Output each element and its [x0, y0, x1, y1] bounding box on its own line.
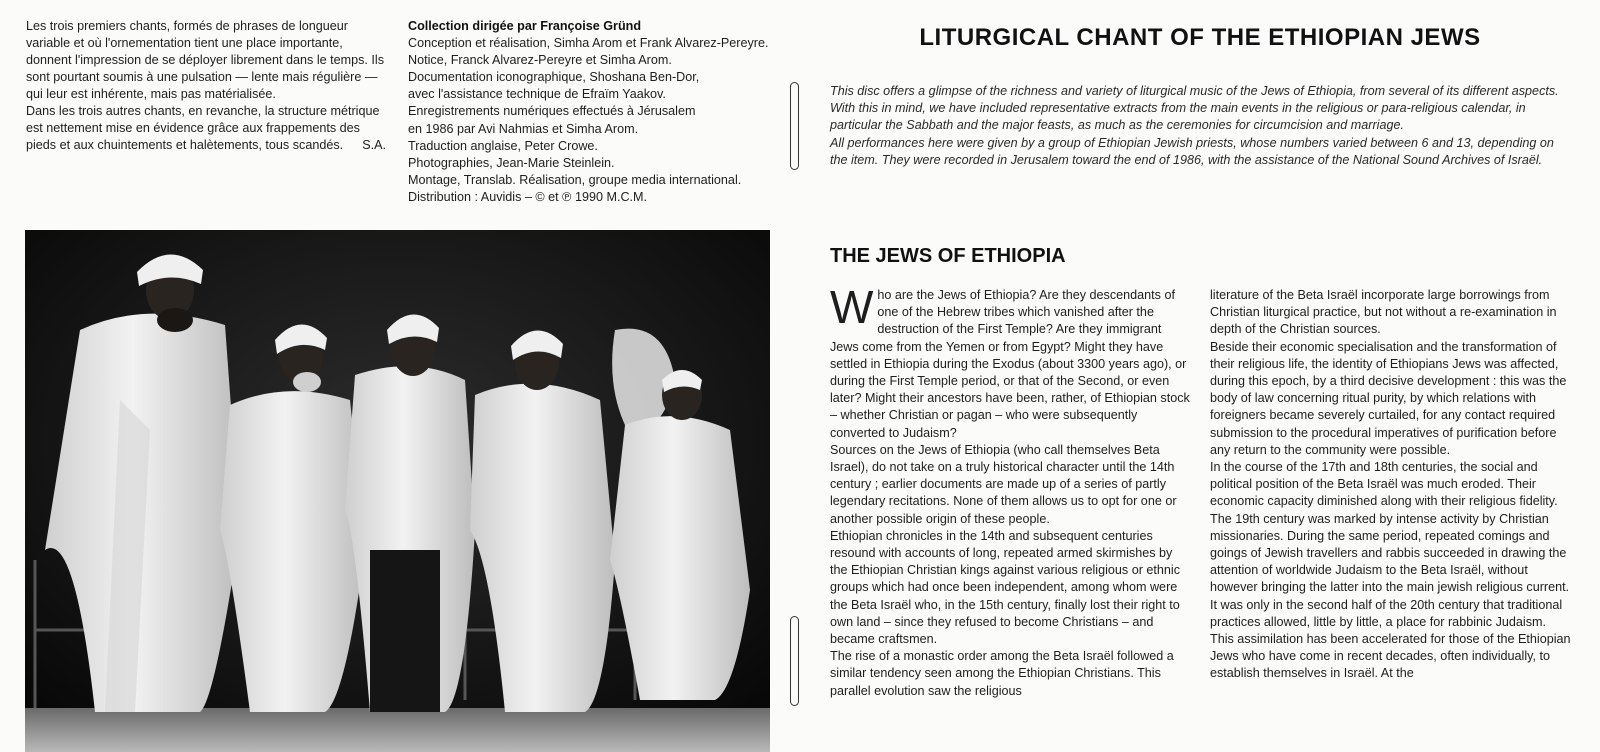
credits-block [408, 18, 804, 206]
credit-line: Distribution : Auvidis – © et ℗ 1990 M.C.M. [408, 189, 648, 204]
section-title: THE JEWS OF ETHIOPIA [830, 245, 1066, 267]
article-paragraph: The rise of a monastic order among the Beta Israël followed a similar tendency seen among the Ethiopian Christians. This parallel evolution saw the religious [830, 649, 1174, 698]
article-paragraph: Sources on the Jews of Ethiopia (who call themselves Beta Israel), do not take on a truly historical character until the 14th century ; earlier documents are made up of a series of partly legendary recitations. None of them allows us to opt for one or another possible origin of these people. [830, 442, 1177, 526]
priests-photograph [25, 230, 770, 752]
credit-line: Documentation iconographique, Shoshana Ben-Dor, [408, 70, 700, 85]
article-paragraph: Ethiopian chronicles in the 14th and subsequent centuries resound with accounts of long, repeated armed skirmishes by the Ethiopian Christian kings against various religious or ethnic groups which had once been independent, among whom were the Beta Israël who, in the 15th century, finally lost their right to own land – since they refused to become Christians – and became craftsmen. [830, 528, 1181, 647]
photo-illustration [25, 230, 770, 752]
article-lead-text: ho are the Jews of Ethiopia? Are they descendants of one of the Hebrew tribes which vanished after the destruction of the First Temple? Are they immigrant Jews come from the Yemen or from Egypt? Might they have settled in Ethiopia during the Exodus (about 3300 years ago), or during the First Temple period, or that of the Second, or even later? Might their ancestors have been, rather, of Ethiopian stock – whether Christian or pagan – who were subsequently converted to Judaism? [830, 288, 1190, 440]
article-paragraph: In the course of the 17th and 18th centuries, the social and political position of the Beta Israël was much eroded. Their economic capacity diminished along with their religious fidelity. [1210, 460, 1558, 509]
article-paragraph: literature of the Beta Israël incorporate large borrowings from Christian liturgical practice, but not without a re-examination in depth of the Christian sources. [1210, 288, 1557, 337]
fold-mark [790, 82, 799, 170]
credit-line: Montage, Translab. Réalisation, groupe media international. [408, 172, 742, 187]
article-paragraph: This assimilation has been accelerated for those of the Ethiopian Jews who have come in recent decades, often individually, to establish themselves in Israël. At the [1210, 632, 1571, 681]
credit-line: avec l'assistance technique de Efraïm Yaakov. [408, 87, 666, 102]
page-title: LITURGICAL CHANT OF THE ETHIOPIAN JEWS [919, 24, 1481, 51]
intro-paragraph: This disc offers a glimpse of the richness and variety of liturgical music of the Jews of Ethiopia, from several of its different aspects. With this in mind, we have included representative extracts from the main events in the religious or para-religious calendar, in particular the Sabbath and the major feasts, as much as the ceremonies for circumcision and marriage. [830, 84, 1559, 133]
article-column-2 [1210, 287, 1572, 683]
french-paragraph: Les trois premiers chants, formés de phrases de longueur variable et où l'ornementation tient une place importante, [26, 19, 349, 50]
intro-paragraph: All performances here were given by a group of Ethiopian Jewish priests, whose numbers varied between 6 and 13, depending on the item. They were recorded in Jerusalem toward the end of 1986, with the assistance of the National Sound Archives of Israël. [830, 135, 1554, 167]
credit-line: Conception et réalisation, Simha Arom et Frank Alvarez-Pereyre. [408, 36, 769, 51]
credit-line: Photographies, Jean-Marie Steinlein. [408, 155, 615, 170]
fold-mark [790, 616, 799, 706]
intro-text [830, 83, 1560, 169]
credit-line: Notice, Franck Alvarez-Pereyre et Simha Arom. [408, 53, 672, 68]
article-column-1 [830, 281, 1192, 700]
article-paragraph: The 19th century was marked by intense activity by Christian missionaries. During the same period, repeated comings and goings of Jewish travellers and rabbis succeeded in drawing the attention of worldwide Judaism to the Beta Israël, without however bringing the latter into the main jewish religious current. It was only in the second half of the 20th century that traditional practices allowed, little by little, a place for rabbinic Judaism. [1210, 511, 1570, 629]
article-paragraph [830, 281, 1192, 442]
french-paragraph: Dans les trois autres chants, en revanche, la structure métrique est nettement mise en évidence grâce aux frappements des pieds et aux chuintements et halètements, tous scandés. [26, 104, 380, 152]
credit-line: Enregistrements numériques effectués à Jérusalem [408, 104, 696, 119]
author-signature: S.A. [362, 138, 386, 152]
credits-heading: Collection dirigée par Françoise Gründ [408, 19, 642, 33]
drop-cap: W [830, 281, 874, 333]
credit-line: Traduction anglaise, Peter Crowe. [408, 138, 598, 153]
credit-line: en 1986 par Avi Nahmias et Simha Arom. [408, 121, 639, 136]
french-notes [26, 18, 392, 154]
article-paragraph: Beside their economic specialisation and the transformation of their religious life, the identity of Ethiopians Jews was affected, during this epoch, by a third decisive development : this was the body of law concerning ritual purity, by which relations with foreigners became severely curtailed, for any contact required submission to the procedural imperatives of purification before any return to the community were possible. [1210, 339, 1567, 457]
french-paragraph: donnent l'impression de se déployer librement dans le temps. Ils sont pourtant soumis à une pulsation — lente mais régulière — qui leur est inhérente, mais pas matérialisée. [26, 53, 385, 101]
